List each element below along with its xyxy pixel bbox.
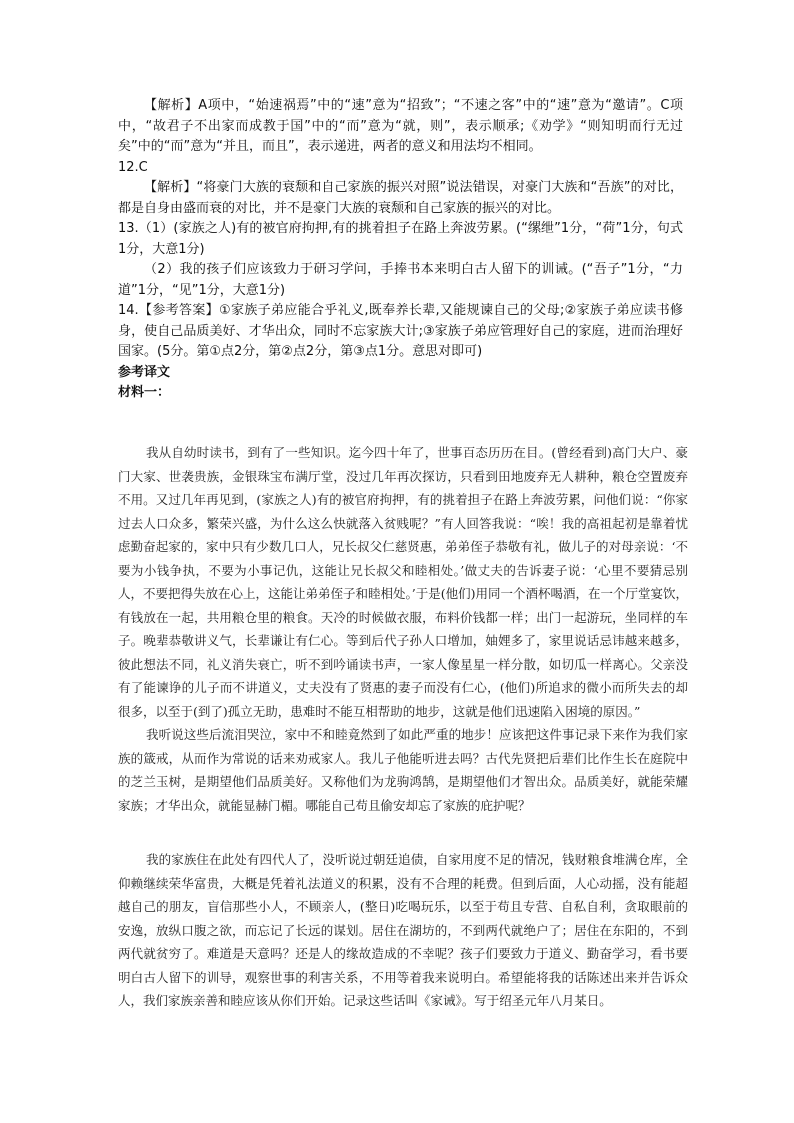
- translation-paragraph: 我从自幼时读书，到有了一些知识。迄今四十年了，世事百态历历在目。(曾经看到)高门大户、豪门大家、世袭贵族，金银珠宝布满厅堂，没过几年再次探访，只看到田地废弃无人耕种，粮仓空置废弃不用。又过几年再见到，(家族之人)有的被官府拘押，有的挑着担子在路上奔波劳累，问他们说：“你家过去人口众多，繁荣兴盛，为什么这么快就落入贫贱呢？”有人回答我说：“唉！我的高祖起初是靠着忧虑勤奋起家的，家中只有少数几口人，兄长叔父仁慈贤惠，弟弟侄子恭敬有礼，做儿子的对母亲说：‘不要为小钱争执，不要为小事记仇，这能让兄长叔父和睦相处。’做丈夫的告诉妻子说：‘心里不要猜忌别人，不要把得失放在心上，这能让弟弟侄子和睦相处。’于是(他们)用同一个酒杯喝酒，在一个厅堂宴饮，有钱放在一起，共用粮仓里的粮食。天冷的时候做衣服，布料价钱都一样；出门一起游玩，坐同样的车子。晚辈恭敬讲义气，长辈谦让有仁心。等到后代子孙人口增加，妯娌多了，家里说话忌讳越来越多，彼此想法不同，礼义消失衰亡，听不到吟诵读书声，一家人像星星一样分散，如切瓜一样离心。父亲没有了能谏诤的儿子而不讲道义，丈夫没有了贤惠的妻子而没有仁心，(他们)所追求的微小而所失去的却很多，以至于(到了)孤立无助，患难时不能互相帮助的地步，这就是他们迅速陷入困境的原因。”: [118, 445, 688, 719]
- translation-heading: 参考译文: [118, 364, 171, 380]
- translation-paragraph: 我听说这些后流泪哭泣，家中不和睦竟然到了如此严重的地步！应该把这件事记录下来作为我们家族的箴戒，从而作为常说的话来劝戒家人。我儿子他能听进去吗？古代先贤把后辈们比作生长在庭院中的芝兰玉树，是期望他们品质美好。又称他们为龙驹鸿鹄，是期望他们才智出众。品质美好，就能荣耀家族；才华出众，就能显赫门楣。哪能自己苟且偷安却忘了家族的庇护呢？: [118, 727, 688, 813]
- answer-12-analysis: 【解析】“将豪门大族的衰颓和自己家族的振兴对照”说法错误，对豪门大族和“吾族”的对比，都是自身由盛而衰的对比，并不是豪门大族的衰颓和自己家族的振兴的对比。: [118, 180, 683, 216]
- material-label: 材料一：: [118, 385, 171, 400]
- answer-12: 12.C: [118, 159, 148, 175]
- translation-section: [118, 441, 688, 817]
- translation-paragraph: 我的家族住在此处有四代人了，没听说过朝廷追债，自家用度不足的情况，钱财粮食堆满仓库，全仰赖继续荣华富贵，大概是凭着礼法道义的积累，没有不合理的耗费。但到后面，人心动摇，没有能超越自己的朋友，盲信那些小人，不顾亲人，(整日)吃喝玩乐，以至于苟且专营、自私自利，贪取眼前的安逸，放纵口腹之欲，而忘记了长远的谋划。居住在湖坊的，不到两代就绝户了；居住在东阳的，不到两代就贫穷了。难道是天意吗？还是人的缘故造成的不幸呢？孩子们要致力于道义、勤奋学习，看书要明白古人留下的训导，观察世事的利害关系，不用等着我来说明白。希望能将我的话陈述出来并告诉众人，我们家族亲善和睦应该从你们开始。记录这些话叫《家诫》。写于绍圣元年八月某日。: [118, 852, 688, 1008]
- answer-13-1: 13.（1）(家族之人)有的被官府拘押,有的挑着担子在路上奔波劳累。(“缧绁”1分，“荷”1分，句式1分，大意1分): [118, 221, 683, 257]
- translation-section-2: [118, 848, 688, 1013]
- answer-11-analysis: 【解析】A项中，“始速祸焉”中的“速”意为“招致”；“不速之客”中的“速”意为“邀请”。C项中，“故君子不出家而成教于国”中的“而”意为“就，则”，表示顺承;《劝学》“则知明而行无过矣”中的“而”意为“并且，而且”，表示递进，两者的意义和用法均不相同。: [118, 98, 683, 154]
- answer-section: [118, 96, 683, 404]
- answer-14: 14.【参考答案】①家族子弟应能合乎礼义,既奉养长辈,又能规谏自己的父母;②家族子弟应读书修身，使自己品质美好、才华出众，同时不忘家族大计;③家族子弟应管理好自己的家庭，进而治理好国家。(5分。第①点2分，第②点2分，第③点1分。意思对即可): [118, 303, 683, 359]
- answer-13-2: （2）我的孩子们应该致力于研习学问，手捧书本来明白古人留下的训诫。(“吾子”1分，“力道”1分，“见”1分，大意1分): [118, 262, 683, 298]
